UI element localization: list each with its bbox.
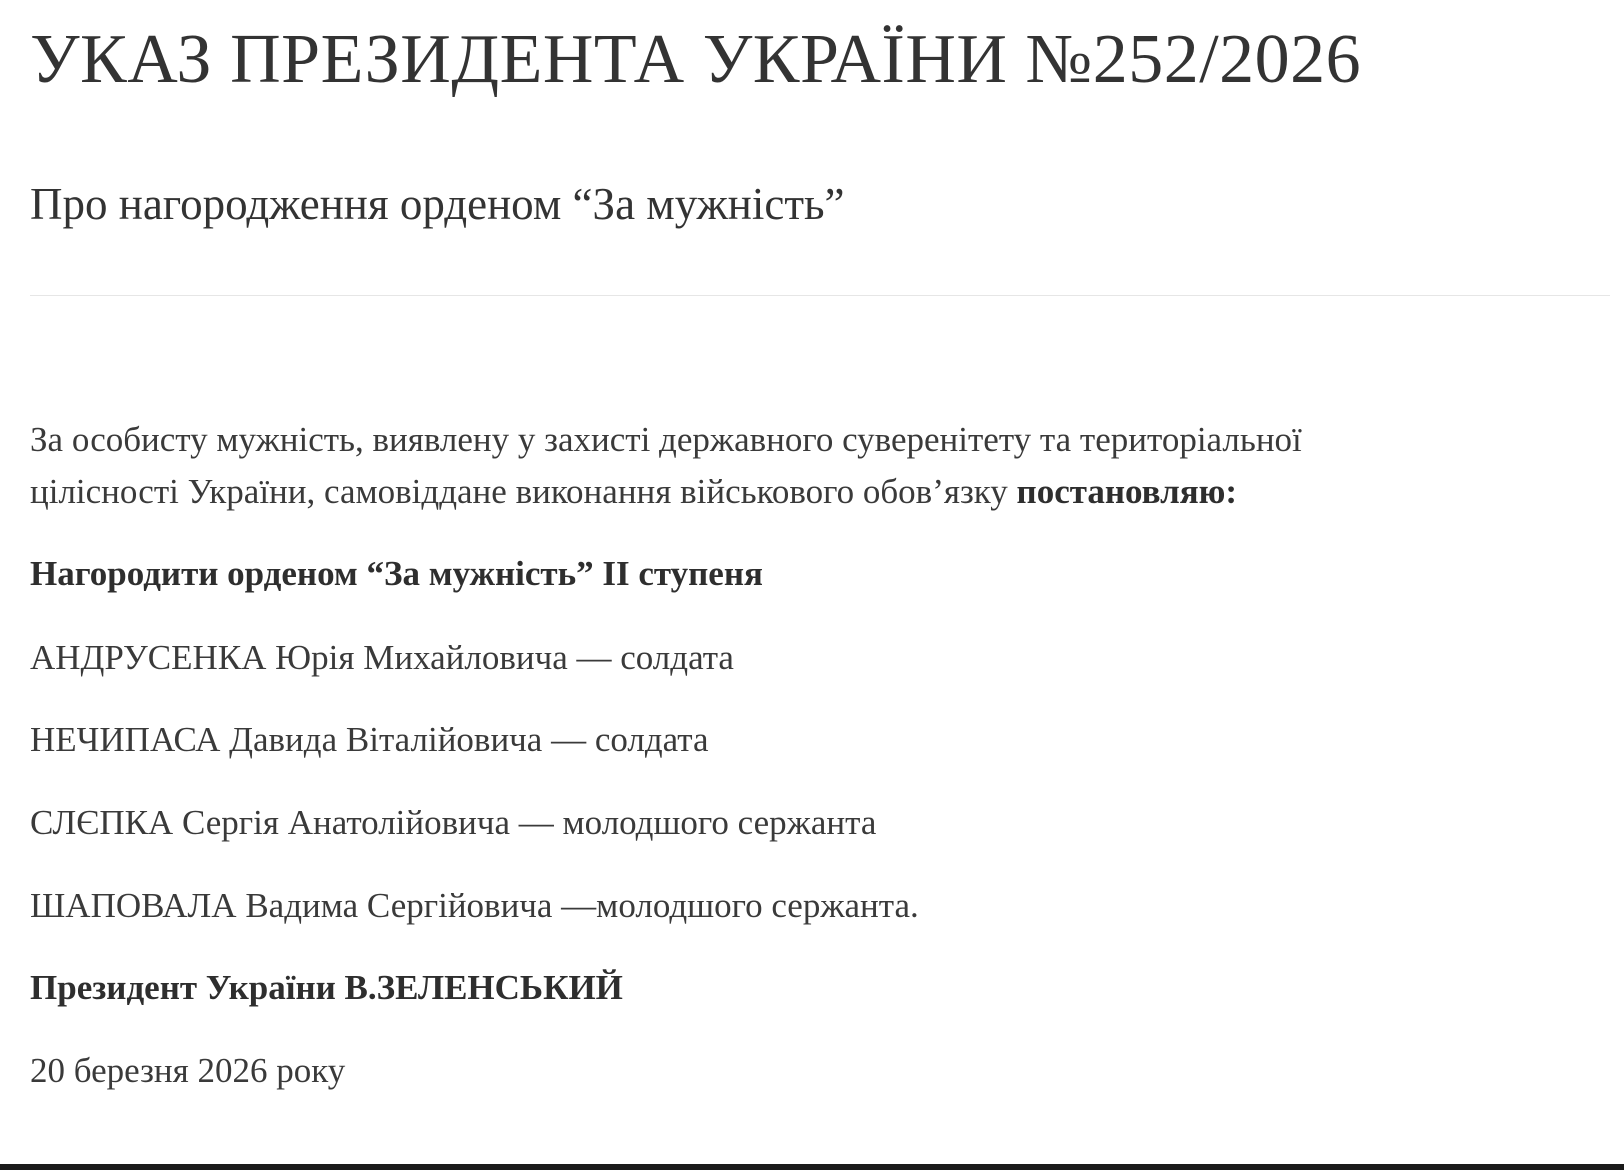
recipient-item: СЛЄПКА Сергія Анатолійовича — молодшого сержанта — [30, 803, 877, 842]
preamble-line-2: цілісності України, самовіддане виконання військового обов’язку — [30, 472, 1017, 511]
award-heading: Нагородити орденом “За мужність” II ступеня — [30, 554, 763, 593]
preamble-decree-word: постановляю: — [1016, 472, 1238, 511]
preamble-line-1: За особисту мужність, виявлену у захисті державного суверенітету та територіальної — [30, 420, 1302, 459]
recipient-item: НЕЧИПАСА Давида Віталійовича — солдата — [30, 720, 709, 759]
signature: Президент України В.ЗЕЛЕНСЬКИЙ — [30, 968, 623, 1007]
recipient-item: АНДРУСЕНКА Юрія Михайловича — солдата — [30, 638, 734, 677]
section-divider — [30, 295, 1610, 296]
decree-date: 20 березня 2026 року — [30, 1051, 346, 1090]
page-subtitle: Про нагородження орденом “За мужність” — [30, 179, 845, 229]
bottom-border — [0, 1164, 1624, 1170]
recipient-item: ШАПОВАЛА Вадима Сергійовича —молодшого сержанта. — [30, 886, 919, 925]
page-title: УКАЗ ПРЕЗИДЕНТА УКРАЇНИ №252/2026 — [30, 21, 1362, 98]
preamble-paragraph — [30, 414, 1302, 518]
